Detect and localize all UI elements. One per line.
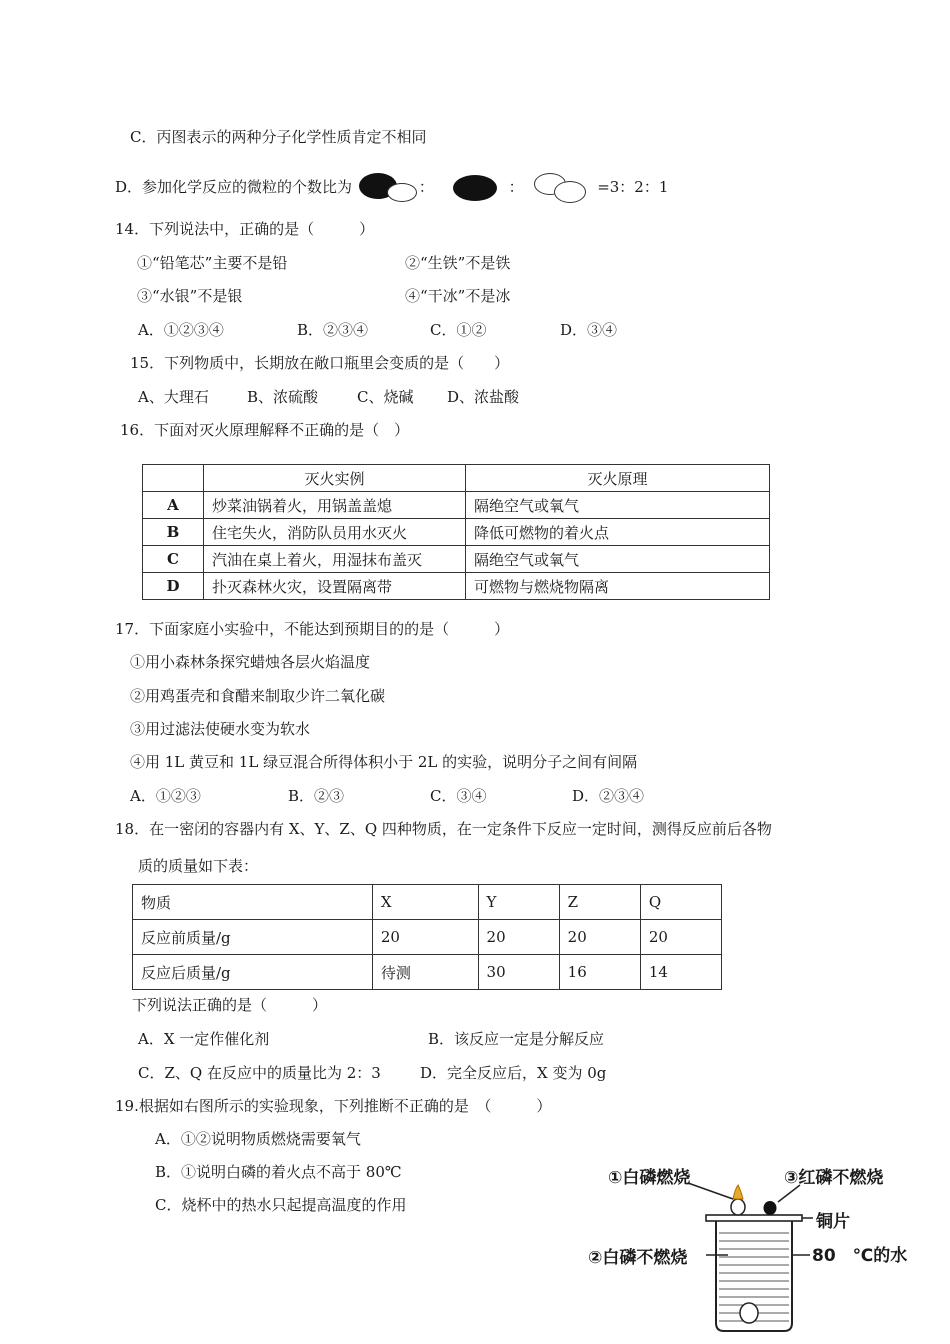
q16-stem: 16．下面对灭火原理解释不正确的是（ ）: [120, 421, 410, 439]
table-cell: 汽油在桌上着火，用湿抹布盖灭: [204, 546, 466, 573]
table-header-cell: [143, 465, 204, 492]
table-row: [143, 519, 770, 546]
table-row: [133, 885, 722, 920]
q17-statement-4: ④用 1L 黄豆和 1L 绿豆混合所得体积小于 2L 的实验，说明分子之间有间隔: [130, 753, 638, 771]
table-row: [143, 546, 770, 573]
q17-option-c: C．③④: [430, 787, 487, 805]
q19-option-b: B．①说明白磷的着火点不高于 80℃: [155, 1163, 402, 1181]
table-cell: Y: [478, 885, 559, 920]
molecule-dark-icon: [453, 173, 509, 203]
table-row: [143, 492, 770, 519]
table-cell: 20: [559, 920, 640, 955]
table-cell: 隔绝空气或氧气: [466, 492, 770, 519]
table-row: [133, 955, 722, 990]
table-cell: 可燃物与燃烧物隔离: [466, 573, 770, 600]
table-cell: Q: [640, 885, 721, 920]
q19-stem: 19.根据如右图所示的实验现象，下列推断不正确的是 （ ）: [115, 1097, 552, 1115]
q17-stem: 17．下面家庭小实验中，不能达到预期目的的是（ ）: [115, 620, 510, 638]
table-cell: X: [372, 885, 478, 920]
table-cell: 隔绝空气或氧气: [466, 546, 770, 573]
q15-option-d: D、浓盐酸: [447, 388, 520, 406]
table-cell: 20: [372, 920, 478, 955]
q13-option-d: [115, 173, 668, 203]
combustion-experiment-figure: [588, 1155, 928, 1335]
q18-stem-line1: 18．在一密闭的容器内有 X、Y、Z、Q 四种物质，在一定条件下反应一定时间，测得反应前后各物: [115, 820, 772, 838]
table-cell: 14: [640, 955, 721, 990]
fig-label-white-p-burning: ①白磷燃烧: [608, 1168, 691, 1188]
q18-option-a: A．X 一定作催化剂: [138, 1030, 270, 1048]
q13-ratio: =3：2：1: [597, 178, 669, 196]
q15-option-b: B、浓硫酸: [247, 388, 319, 406]
q13-option-c: C．丙图表示的两种分子化学性质肯定不相同: [130, 128, 427, 146]
q19-option-c: C．烧杯中的热水只起提高温度的作用: [155, 1196, 407, 1214]
q17-option-b: B．②③: [288, 787, 345, 805]
q14-statement-1: ①“铅笔芯”主要不是铅: [137, 254, 288, 272]
table-header-cell: 灭火实例: [204, 465, 466, 492]
table-cell: Z: [559, 885, 640, 920]
table-cell: 物质: [133, 885, 373, 920]
q14-option-d: D．③④: [560, 321, 618, 339]
table-cell: 20: [478, 920, 559, 955]
q18-option-b: B．该反应一定是分解反应: [428, 1030, 605, 1048]
table-cell: 20: [640, 920, 721, 955]
q13-option-d-prefix: D．参加化学反应的微粒的个数比为: [115, 178, 353, 196]
fire-extinguish-table: [142, 464, 770, 600]
q15-option-a: A、大理石: [138, 388, 209, 406]
table-cell: 30: [478, 955, 559, 990]
q18-option-c: C．Z、Q 在反应中的质量比为 2：3: [138, 1064, 381, 1082]
q17-statement-3: ③用过滤法使硬水变为软水: [130, 720, 311, 738]
q17-statement-1: ①用小森林条探究蜡烛各层火焰温度: [130, 653, 371, 671]
fig-label-hot-water: 80 ℃的水: [812, 1246, 908, 1266]
q18-option-d: D．完全反应后，X 变为 0g: [420, 1064, 607, 1082]
q14-option-c: C．①②: [430, 321, 487, 339]
q14-option-b: B．②③④: [297, 321, 369, 339]
table-cell: 扑灭森林火灾，设置隔离带: [204, 573, 466, 600]
table-cell: C: [143, 546, 204, 573]
q17-option-d: D．②③④: [572, 787, 645, 805]
q13-ratio-sep-1: ：: [418, 178, 434, 196]
q14-statement-3: ③“水银”不是银: [137, 287, 243, 305]
fig-label-copper-sheet: 铜片: [816, 1212, 850, 1232]
q19-option-a: A．①②说明物质燃烧需要氧气: [155, 1130, 361, 1148]
table-cell: 降低可燃物的着火点: [466, 519, 770, 546]
table-cell: 反应后质量/g: [133, 955, 373, 990]
table-cell: 反应前质量/g: [133, 920, 373, 955]
table-cell: 住宅失火，消防队员用水灭火: [204, 519, 466, 546]
q14-option-a: A．①②③④: [138, 321, 224, 339]
fig-label-red-p-not-burning: ③红磷不燃烧: [784, 1168, 884, 1188]
q13-ratio-sep-2: ：: [508, 178, 524, 196]
table-cell: D: [143, 573, 204, 600]
table-header-cell: 灭火原理: [466, 465, 770, 492]
q18-ask: 下列说法正确的是（ ）: [132, 996, 328, 1014]
q15-option-c: C、烧碱: [357, 388, 414, 406]
q17-option-a: A．①②③: [130, 787, 201, 805]
q14-stem: 14．下列说法中，正确的是（ ）: [115, 220, 375, 238]
molecule-dark-light-icon: [357, 173, 419, 203]
table-row: [143, 573, 770, 600]
table-row: [133, 920, 722, 955]
q15-stem: 15．下列物质中，长期放在敞口瓶里会变质的是（ ）: [130, 354, 510, 372]
q14-statement-2: ②“生铁”不是铁: [405, 254, 511, 272]
table-cell: 待测: [372, 955, 478, 990]
q18-stem-line2: 质的质量如下表：: [138, 857, 259, 875]
table-cell: 16: [559, 955, 640, 990]
q17-statement-2: ②用鸡蛋壳和食醋来制取少许二氧化碳: [130, 687, 386, 705]
table-header-row: [143, 465, 770, 492]
table-cell: A: [143, 492, 204, 519]
table-cell: B: [143, 519, 204, 546]
fig-label-white-p-not-burning: ②白磷不燃烧: [588, 1248, 688, 1268]
q14-statement-4: ④“干冰”不是冰: [405, 287, 511, 305]
table-cell: 炒菜油锅着火，用锅盖盖熄: [204, 492, 466, 519]
molecule-light-icon: [534, 173, 592, 203]
mass-table: [132, 884, 722, 990]
